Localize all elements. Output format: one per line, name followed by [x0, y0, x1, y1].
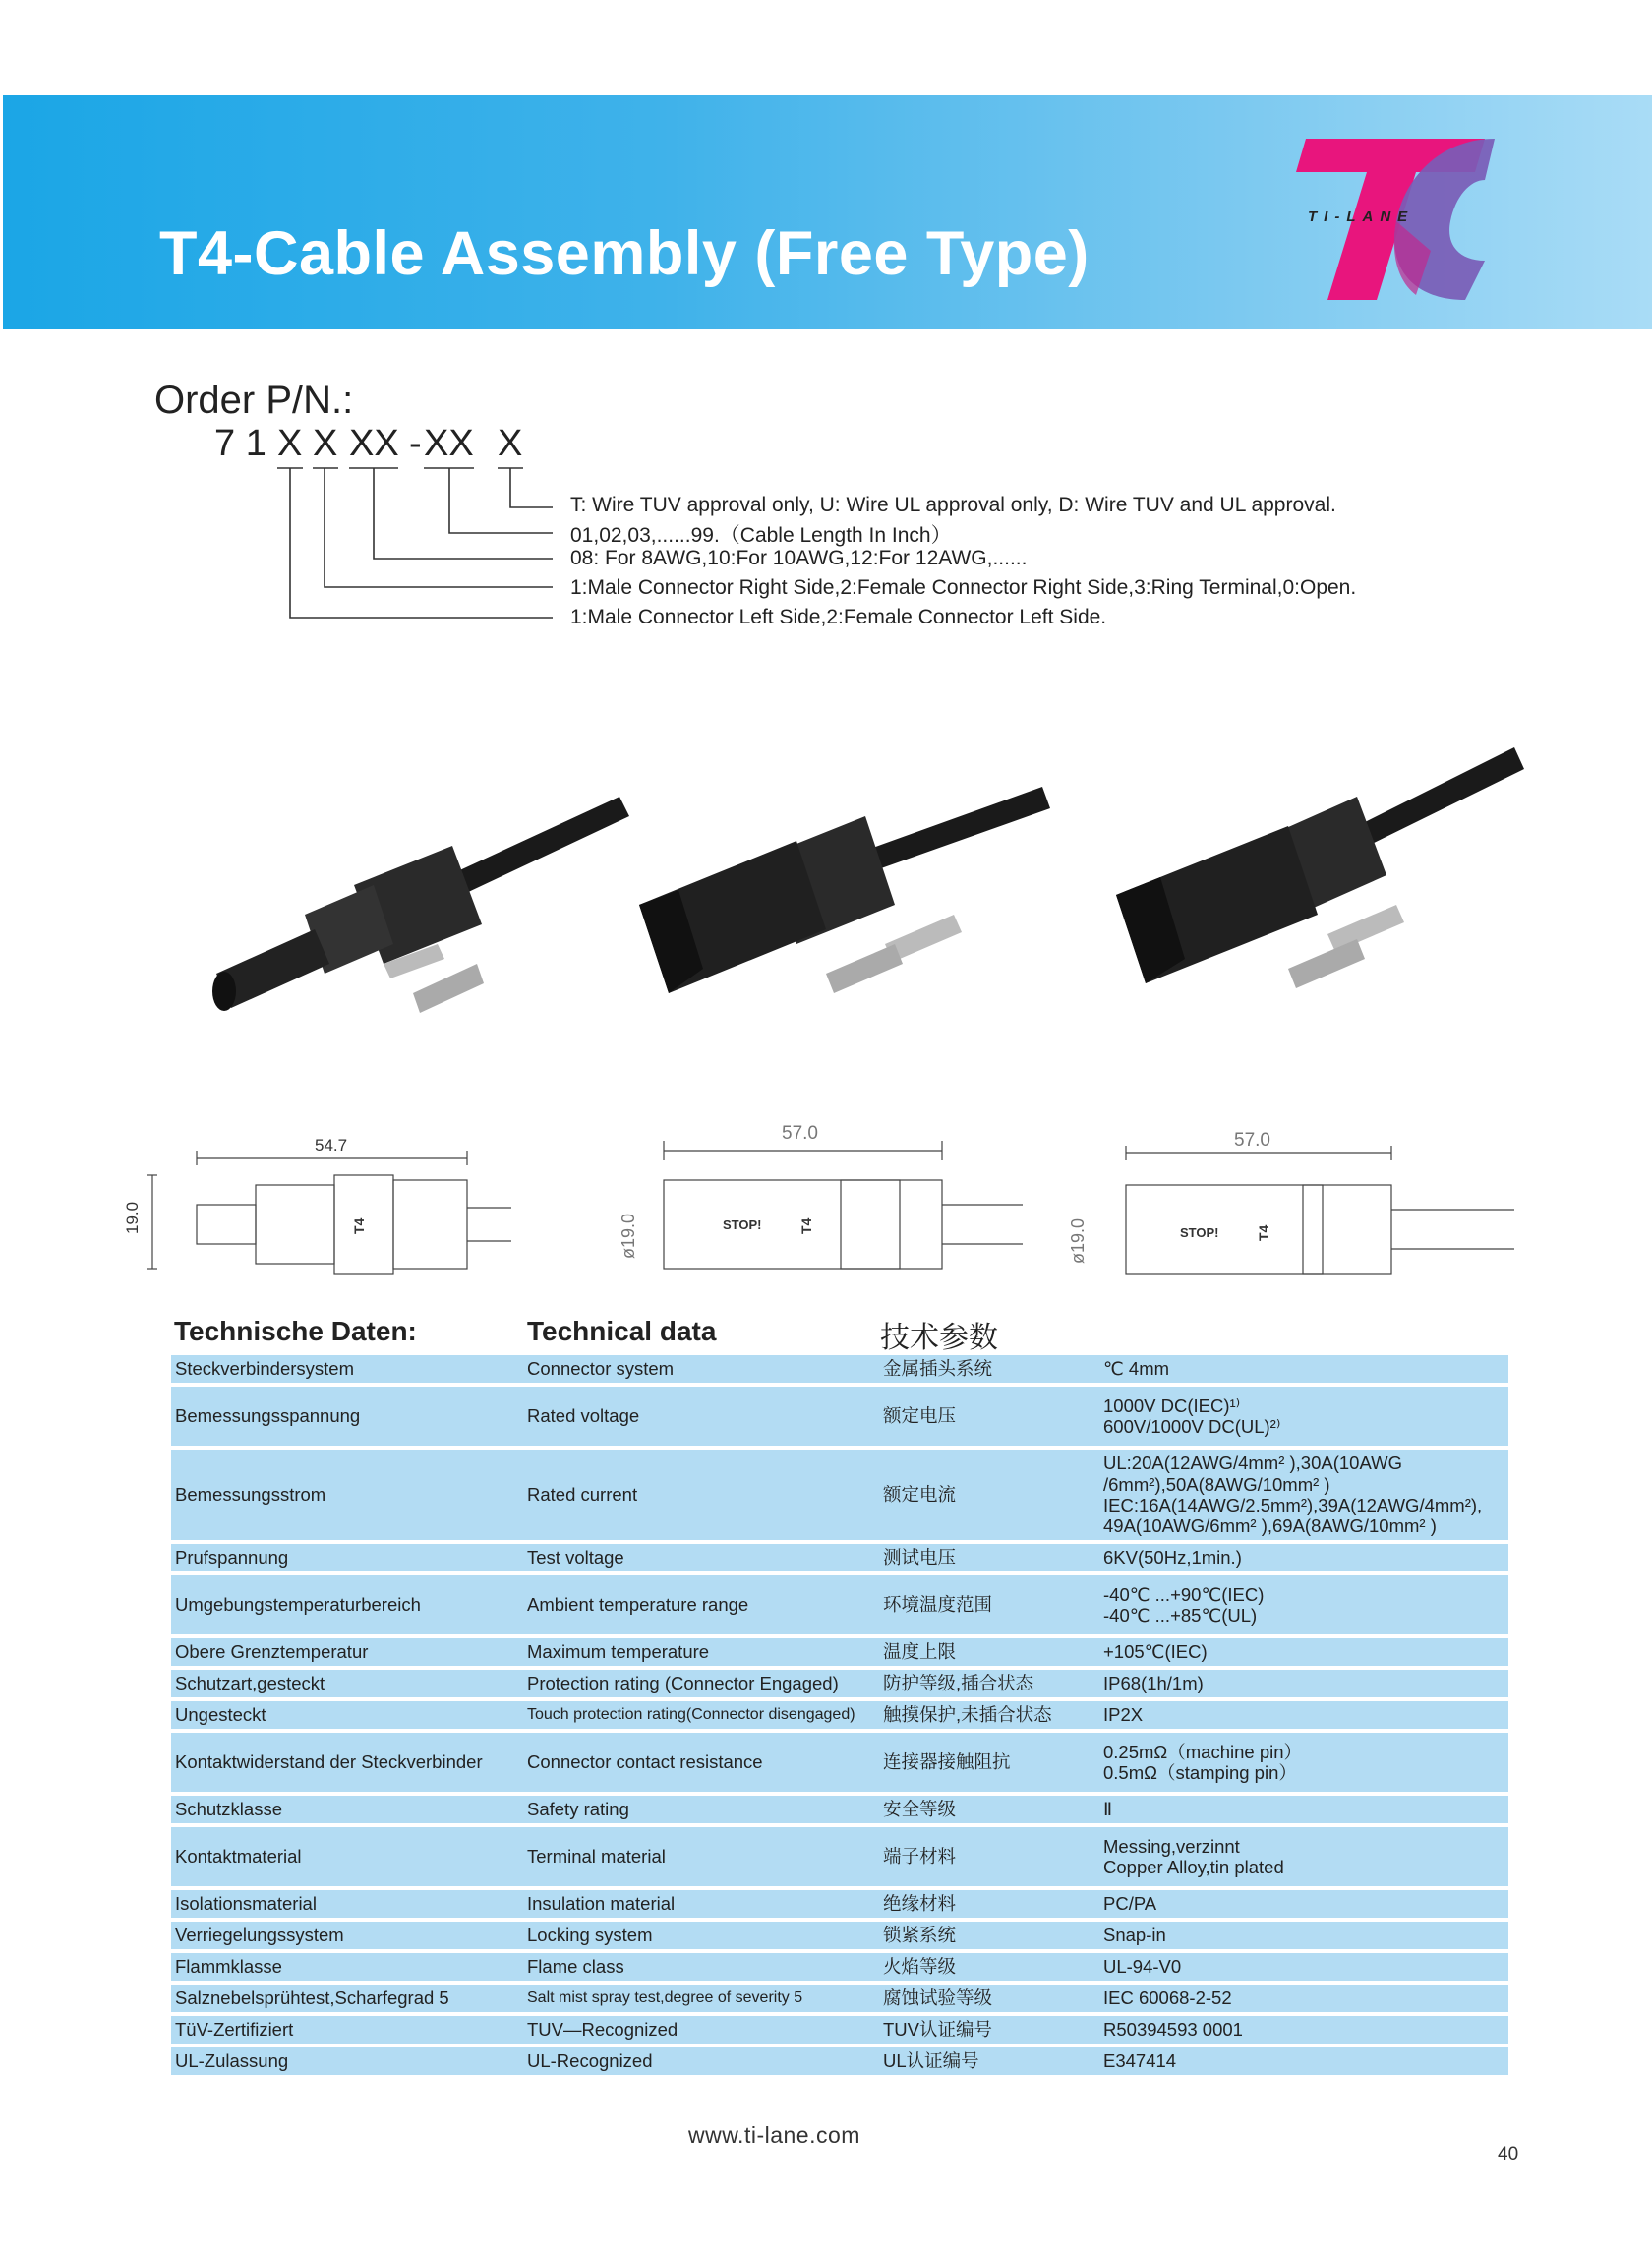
spec-row	[171, 1450, 1508, 1540]
legend-awg: 08: For 8AWG,10:For 10AWG,12:For 12AWG,......	[570, 547, 1028, 569]
spec-value: Ⅱ	[1099, 1796, 1508, 1823]
spec-de: Umgebungstemperaturbereich	[171, 1575, 523, 1634]
spec-value: -40℃ ...+90℃(IEC) -40℃ ...+85℃(UL)	[1099, 1575, 1508, 1634]
spec-de: TüV-Zertifiziert	[171, 2016, 523, 2044]
male-connector-drawing	[118, 1111, 531, 1288]
spec-cn: 腐蚀试验等级	[879, 1985, 1099, 2012]
male-label: T4	[351, 1217, 367, 1234]
spec-de: Bemessungsstrom	[171, 1450, 523, 1540]
spec-de: Schutzart,gesteckt	[171, 1670, 523, 1697]
spec-value: IEC 60068-2-52	[1099, 1985, 1508, 2012]
male-height-dim: 19.0	[123, 1201, 142, 1234]
pn-x2: X	[313, 423, 338, 464]
spec-row	[171, 1638, 1508, 1666]
spec-row	[171, 1387, 1508, 1446]
spec-row	[171, 1922, 1508, 1949]
pn-prefix: 7 1	[214, 423, 266, 464]
pn-xx1: XX	[349, 423, 399, 464]
female-height-dim: ø19.0	[619, 1213, 638, 1259]
female-connector-drawing	[610, 1111, 1052, 1288]
spec-row	[171, 1701, 1508, 1729]
spec-cn: 环境温度范围	[879, 1575, 1099, 1634]
spec-cn: 触摸保护,未插合状态	[879, 1701, 1099, 1729]
spec-de: Ungesteckt	[171, 1701, 523, 1729]
spec-row	[171, 1890, 1508, 1918]
spec-en: Connector contact resistance	[523, 1733, 879, 1792]
spec-cn: UL认证编号	[879, 2047, 1099, 2075]
spec-en: Rated voltage	[523, 1387, 879, 1446]
male-width-dim: 54.7	[315, 1136, 348, 1155]
female2-width-dim: 57.0	[1234, 1130, 1270, 1151]
page-title: T4-Cable Assembly (Free Type)	[159, 219, 1090, 288]
tech-data-table	[171, 1351, 1508, 2079]
legend-approval: T: Wire TUV approval only, U: Wire UL approval only, D: Wire TUV and UL approval.	[570, 494, 1336, 516]
spec-row	[171, 1985, 1508, 2012]
spec-row	[171, 1827, 1508, 1886]
spec-en: Touch protection rating(Connector disengaged)	[523, 1701, 879, 1729]
spec-en: TUV—Recognized	[523, 2016, 879, 2044]
spec-cn: 额定电流	[879, 1450, 1099, 1540]
spec-cn: 连接器接触阻抗	[879, 1733, 1099, 1792]
spec-de: Isolationsmaterial	[171, 1890, 523, 1918]
spec-value: Snap-in	[1099, 1922, 1508, 1949]
spec-row	[171, 1670, 1508, 1697]
spec-row	[171, 1355, 1508, 1383]
spec-row	[171, 1733, 1508, 1792]
website: www.ti-lane.com	[688, 2122, 860, 2148]
spec-cn: 绝缘材料	[879, 1890, 1099, 1918]
spec-en: Protection rating (Connector Engaged)	[523, 1670, 879, 1697]
spec-de: Bemessungsspannung	[171, 1387, 523, 1446]
spec-row	[171, 1575, 1508, 1634]
spec-de: Flammklasse	[171, 1953, 523, 1981]
female-connector-photo-2	[1101, 747, 1544, 1042]
pn-x1: X	[277, 423, 303, 464]
spec-value: R50394593 0001	[1099, 2016, 1508, 2044]
spec-de: Schutzklasse	[171, 1796, 523, 1823]
spec-value: ℃ 4mm	[1099, 1355, 1508, 1383]
female-width-dim: 57.0	[782, 1123, 818, 1144]
spec-en: Ambient temperature range	[523, 1575, 879, 1634]
pn-xx2: XX	[424, 423, 474, 464]
spec-cn: 端子材料	[879, 1827, 1099, 1886]
spec-en: Flame class	[523, 1953, 879, 1981]
spec-cn: 安全等级	[879, 1796, 1099, 1823]
spec-cn: 锁紧系统	[879, 1922, 1099, 1949]
spec-cn: 额定电压	[879, 1387, 1099, 1446]
spec-value: 0.25mΩ（machine pin） 0.5mΩ（stamping pin）	[1099, 1733, 1508, 1792]
female-stop-label: STOP!	[723, 1217, 762, 1232]
spec-value: Messing,verzinnt Copper Alloy,tin plated	[1099, 1827, 1508, 1886]
female-connector-photo	[629, 747, 1072, 1042]
spec-value: IP2X	[1099, 1701, 1508, 1729]
spec-en: Locking system	[523, 1922, 879, 1949]
spec-en: Insulation material	[523, 1890, 879, 1918]
spec-de: Obere Grenztemperatur	[171, 1638, 523, 1666]
spec-en: Maximum temperature	[523, 1638, 879, 1666]
female2-label: T4	[1256, 1224, 1271, 1241]
order-pn-title: Order P/N.:	[154, 379, 354, 422]
spec-en: Rated current	[523, 1450, 879, 1540]
female2-stop-label: STOP!	[1180, 1225, 1219, 1240]
spec-de: Verriegelungssystem	[171, 1922, 523, 1949]
spec-row	[171, 2016, 1508, 2044]
spec-cn: 防护等级,插合状态	[879, 1670, 1099, 1697]
tech-head-en: Technical data	[527, 1316, 717, 1346]
spec-cn: 测试电压	[879, 1544, 1099, 1571]
spec-de: Steckverbindersystem	[171, 1355, 523, 1383]
spec-cn: 温度上限	[879, 1638, 1099, 1666]
spec-en: Safety rating	[523, 1796, 879, 1823]
spec-de: Salznebelsprühtest,Scharfegrad 5	[171, 1985, 523, 2012]
page-number: 40	[1498, 2144, 1519, 2164]
legend-length: 01,02,03,......99.（Cable Length In Inch）	[570, 524, 952, 547]
spec-value: 1000V DC(IEC)¹⁾ 600V/1000V DC(UL)²⁾	[1099, 1387, 1508, 1446]
spec-row	[171, 2047, 1508, 2075]
spec-en: UL-Recognized	[523, 2047, 879, 2075]
pn-x3: X	[498, 423, 523, 464]
logo-text: TI-LANE	[1308, 208, 1415, 225]
legend-left-side: 1:Male Connector Left Side,2:Female Connector Left Side.	[570, 606, 1107, 628]
spec-value: 6KV(50Hz,1min.)	[1099, 1544, 1508, 1571]
female2-height-dim: ø19.0	[1068, 1217, 1088, 1264]
spec-value: PC/PA	[1099, 1890, 1508, 1918]
tech-head-cn: 技术参数	[880, 1322, 998, 1354]
spec-en: Test voltage	[523, 1544, 879, 1571]
legend-right-side: 1:Male Connector Right Side,2:Female Connector Right Side,3:Ring Terminal,0:Open.	[570, 576, 1357, 599]
spec-row	[171, 1796, 1508, 1823]
female-connector-drawing-2	[1062, 1111, 1524, 1288]
spec-value: UL:20A(12AWG/4mm² ),30A(10AWG /6mm²),50A(8AWG/10mm² ) IEC:16A(14AWG/2.5mm²),39A(12AWG/4mm²), 49A(10AWG/6mm² ),69A(8AWG/10mm² )	[1099, 1450, 1508, 1540]
spec-en: Connector system	[523, 1355, 879, 1383]
tech-head-de: Technische Daten:	[174, 1316, 417, 1346]
spec-de: UL-Zulassung	[171, 2047, 523, 2075]
spec-cn: TUV认证编号	[879, 2016, 1099, 2044]
female-label: T4	[798, 1217, 814, 1234]
spec-de: Kontaktwiderstand der Steckverbinder	[171, 1733, 523, 1792]
pn-dash: -	[409, 423, 422, 464]
spec-value: E347414	[1099, 2047, 1508, 2075]
spec-row	[171, 1544, 1508, 1571]
spec-value: IP68(1h/1m)	[1099, 1670, 1508, 1697]
spec-cn: 火焰等级	[879, 1953, 1099, 1981]
spec-value: +105℃(IEC)	[1099, 1638, 1508, 1666]
spec-cn: 金属插头系统	[879, 1355, 1099, 1383]
male-connector-photo	[206, 747, 649, 1042]
spec-de: Kontaktmaterial	[171, 1827, 523, 1886]
spec-de: Prufspannung	[171, 1544, 523, 1571]
spec-value: UL-94-V0	[1099, 1953, 1508, 1981]
spec-en: Terminal material	[523, 1827, 879, 1886]
spec-en: Salt mist spray test,degree of severity 5	[523, 1985, 879, 2012]
spec-row	[171, 1953, 1508, 1981]
